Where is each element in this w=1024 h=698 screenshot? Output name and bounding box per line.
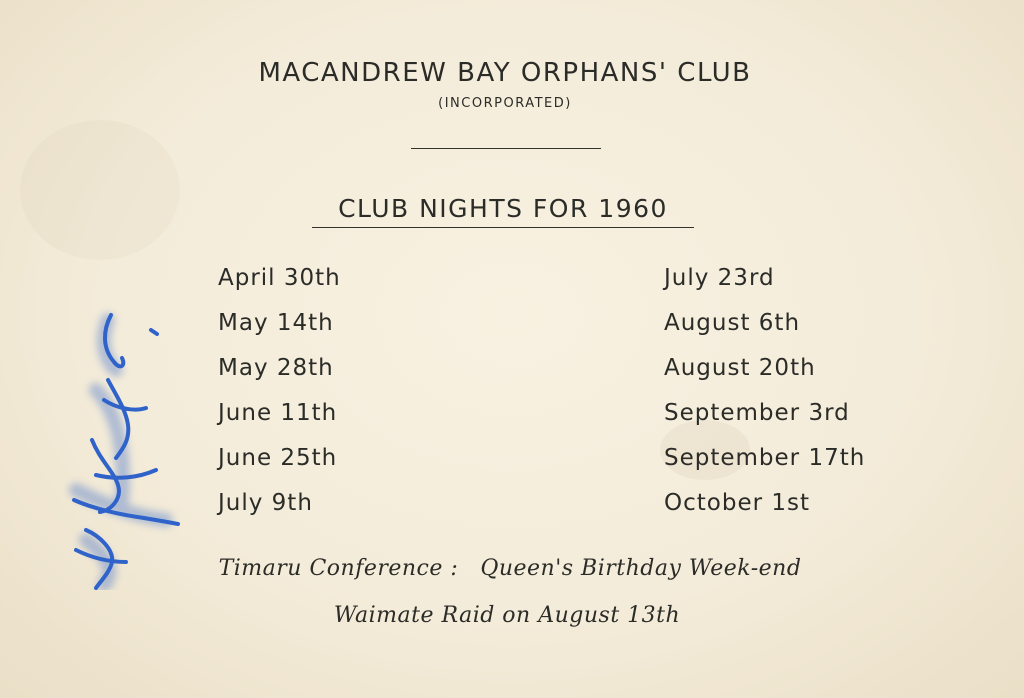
date-item: May 28th <box>218 355 334 381</box>
divider-rule <box>411 148 601 149</box>
handwritten-signature <box>56 300 186 590</box>
date-item: September 17th <box>664 445 866 471</box>
conference-value: Queen's Birthday Week-end <box>480 556 802 581</box>
date-item: July 23rd <box>664 265 775 291</box>
date-item: April 30th <box>218 265 341 291</box>
paper-stain <box>20 120 180 260</box>
dates-column-right <box>664 262 865 532</box>
date-item: August 6th <box>664 310 801 336</box>
club-title: MACANDREW BAY ORPHANS' CLUB <box>258 58 752 88</box>
raid-note: Waimate Raid on August 13th <box>333 603 681 628</box>
club-nights-heading: CLUB NIGHTS FOR 1960 <box>312 194 694 228</box>
date-item: June 11th <box>218 400 338 426</box>
conference-label: Timaru Conference : <box>218 556 459 581</box>
club-subtitle: (INCORPORATED) <box>438 96 572 111</box>
date-item: August 20th <box>664 355 816 381</box>
date-item: July 9th <box>218 490 313 516</box>
date-item: October 1st <box>664 490 810 516</box>
date-item: May 14th <box>218 310 334 336</box>
dates-column-left <box>218 262 341 532</box>
date-item: September 3rd <box>664 400 850 426</box>
date-item: June 25th <box>218 445 338 471</box>
